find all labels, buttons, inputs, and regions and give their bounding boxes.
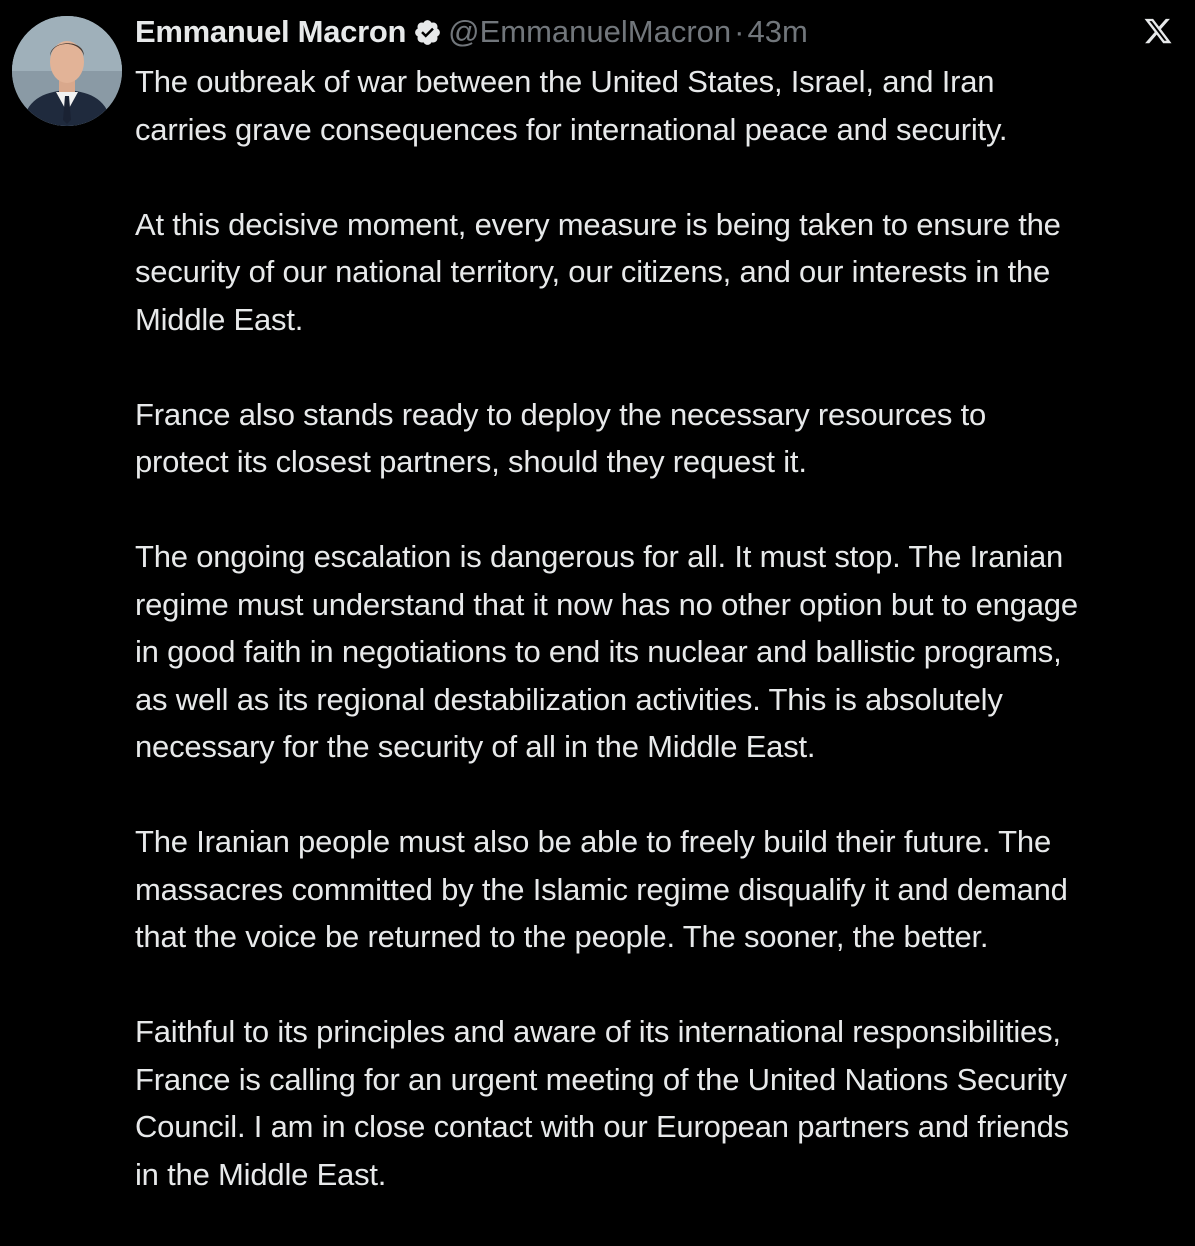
post-text-line: The Iranian people must also be able to freely build their future. The [135, 824, 1051, 859]
post-text-line: that the voice be returned to the people. The sooner, the better. [135, 919, 989, 954]
author-handle[interactable]: @EmmanuelMacron [448, 14, 732, 49]
post-paragraph [135, 1008, 1185, 1198]
post-text-line: Council. I am in close contact with our European partners and friends [135, 1109, 1069, 1144]
post-text-line: carries grave consequences for international peace and security. [135, 111, 1008, 147]
post-text-line: as well as its regional destabilization activities. This is absolutely [135, 681, 1003, 717]
post-text-line: Faithful to its principles and aware of its international responsibilities, [135, 1014, 1061, 1049]
post-paragraph [135, 533, 1185, 771]
post-text-line: in good faith in negotiations to end its nuclear and ballistic programs, [135, 634, 1062, 669]
post-text-line: massacres committed by the Islamic regime disqualify it and demand [135, 871, 1068, 907]
post-timestamp[interactable]: 43m [747, 14, 808, 49]
post-paragraph [135, 201, 1185, 344]
post-text [135, 58, 1185, 1246]
avatar[interactable] [12, 16, 122, 126]
post-text-line: Middle East. [135, 301, 304, 337]
post-text-line: France is calling for an urgent meeting of the United Nations Security [135, 1061, 1067, 1097]
x-logo-icon [1143, 16, 1173, 46]
post-text-line: France also stands ready to deploy the necessary resources to [135, 396, 987, 432]
post-paragraph [135, 818, 1185, 961]
post-text-line: necessary for the security of all in the Middle East. [135, 729, 816, 764]
avatar-portrait-icon [12, 16, 122, 126]
post-text-line: The ongoing escalation is dangerous for all. It must stop. The Iranian [135, 539, 1064, 574]
post-text-line: protect its closest partners, should they request it. [135, 444, 807, 479]
post-paragraph [135, 391, 1185, 486]
author-name[interactable]: Emmanuel Macron [135, 14, 407, 49]
post-text-line: in the Middle East. [135, 1156, 387, 1192]
post-text-line: security of our national territory, our citizens, and our interests in the [135, 254, 1051, 289]
verified-badge-icon[interactable] [413, 18, 442, 47]
post-text-line: At this decisive moment, every measure is being taken to ensure the [135, 206, 1061, 242]
separator-dot: · [734, 14, 745, 49]
post-text-line: The outbreak of war between the United States, Israel, and Iran [135, 64, 995, 99]
post-header [135, 10, 808, 54]
post-paragraph [135, 58, 1185, 153]
post-text-line: regime must understand that it now has no other option but to engage [135, 586, 1078, 622]
